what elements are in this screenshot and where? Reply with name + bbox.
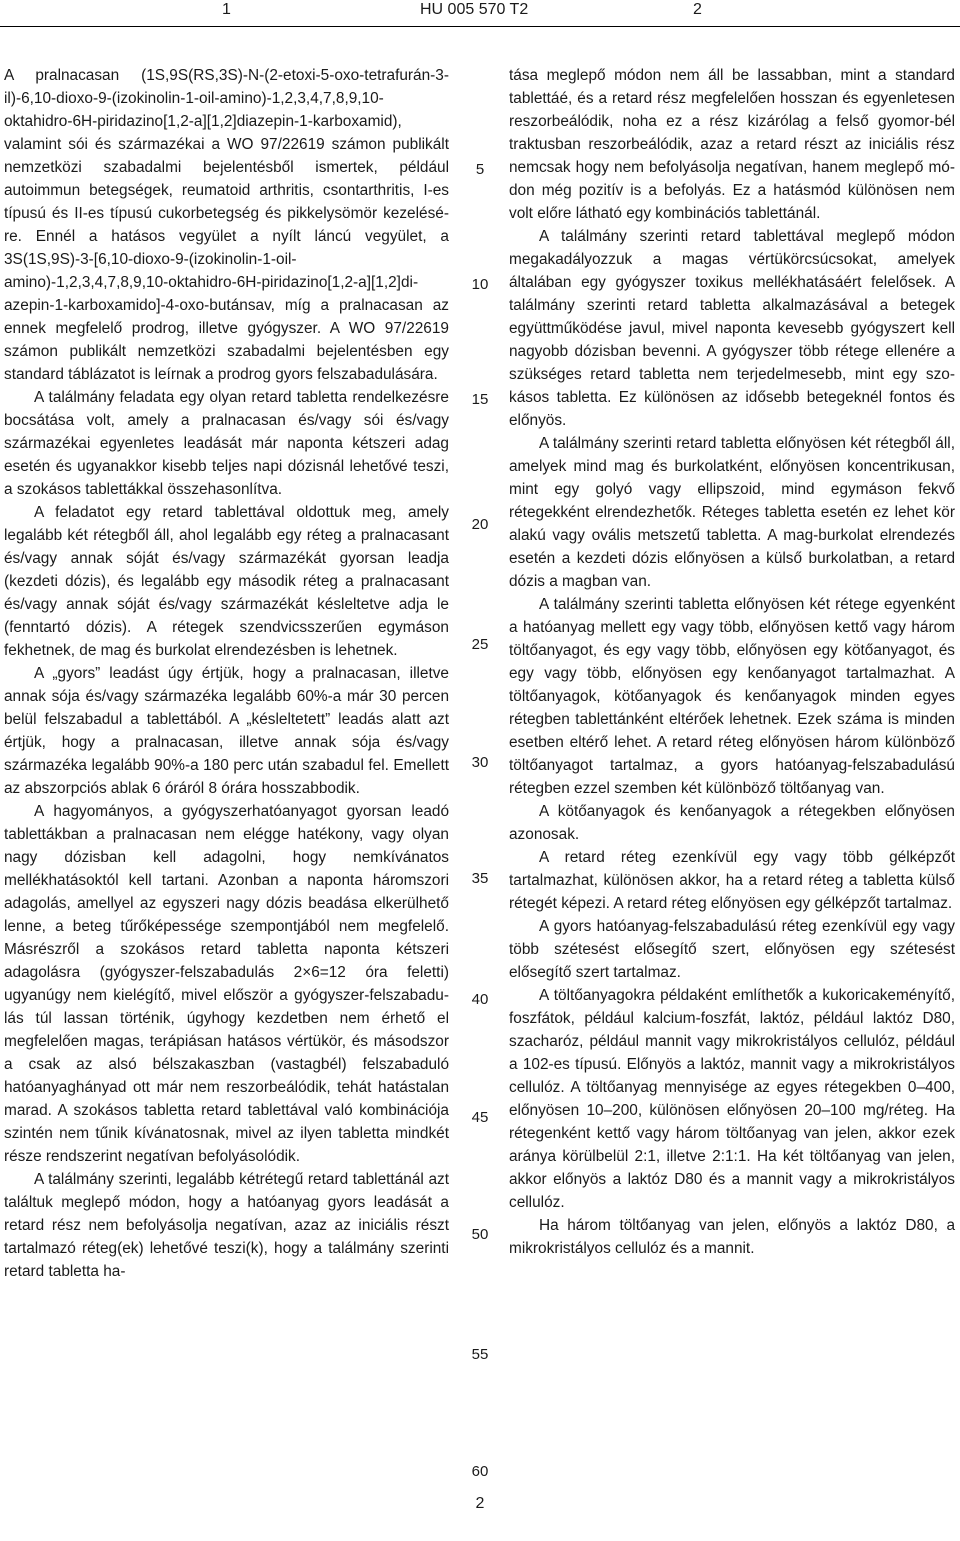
line-number: 40 — [471, 991, 489, 1008]
right-column — [509, 64, 955, 1260]
paragraph: A találmány szerinti tabletta előnyösen két rétege egyenként a hatóanyag mellett egy vagy több, előnyösen kettő vagy három töltőanyagot, és egy vagy több, előnyösen egy kötőanyagot, és egy vagy több, előnyösen egy kenőanyagot tartalmazhat. A töltőanyagok, kötőanyagok és kenőanyagok minden egyes rétegben tablettánként eltérőek lehetnek. Ezek száma is minden esetben eltérő lehet. A retard réteg előnyösen három különböző töltőanyagot tartalmaz, a gyors hatóanyag-felszabadulású rétegben ezzel szemben két különböző töltőanyag van. — [509, 596, 955, 797]
paragraph: A retard réteg ezenkívül egy vagy több gélképzőt tartalmazhat, különösen akkor, ha a retard réteg a tabletta külső rétegét képezi. A retard réteg előnyösen egy gélképzőt tartalmaz. — [509, 849, 955, 912]
left-page-number: 1 — [222, 1, 231, 18]
line-number: 35 — [471, 870, 489, 887]
paragraph: A pralnacasan (1S,9S(RS,3S)-N-(2-etoxi-5-oxo-tetrafurán-3-il)-6,10-dioxo-9-(izokinolin-1-oil-amino)-1,2,3,4,7,8,9,10-oktahidro-6H-piridazino[1,2-a][1,2]diazepin-1-karboxamid), valamint sói és származékai a WO 97/22619 számon publikált nemzetközi szabadalmi bejelentésből ismertek, például autoimmun betegségek, reumatoid arthritis, csontarthritis, I-es típusú és II-es típusú cukorbetegség és pikkelysömör kezelésére. Ennél a hatásos vegyület a nyílt láncú vegyület, a 3S(1S,9S)-3-[6,10-dioxo-9-(izokinolin-1-oil-amino)-1,2,3,4,7,8,9,10-oktahidro-6H-piridazino[1,2-a][1,2]diazepin-1-karboxamido]-4-oxo-butánsav, míg a pralnacasan az ennek megfelelő prodrog, illetve gyógyszer. A WO 97/22619 számon publikált nemzetközi szabadalmi bejelentésben egy standard táblázatot is leírnak a prodrog gyors felszabadulására. — [4, 67, 449, 383]
line-number: 25 — [471, 636, 489, 653]
paragraph: Ha három töltőanyag van jelen, előnyös a laktóz D80, a mikrokristályos cellulóz és a mannit. — [509, 1217, 955, 1257]
paragraph: A töltőanyagokra példaként említhetők a kukoricakeményítő, foszfátok, például kalcium-foszfát, laktóz, például laktóz D80, szacharóz, például mannit vagy mikrokristályos cellulóz, például a 102-es típusú. Előnyös a laktóz, mannit vagy a mikrokristályos cellulóz. A töltőanyag mennyisége az egyes rétegekben 0–400, előnyösen 10–200, különösen előnyösen 20–100 mg/réteg. Ha rétegenként kettő vagy három töltőanyag van jelen, akkor ezek aránya körülbelül 2:1, illetve 2:1:1. Ha két töltőanyag van jelen, akkor előnyös a laktóz D80 és a mannit vagy a mikrokristályos cellulóz. — [509, 987, 955, 1211]
paragraph: A találmány szerinti retard tablettával meglepő módon megakadályozzuk a magas vértükörcsúcsokat, amelyek általában egy gyógyszer toxikus mellékhatásáért felelősek. A találmány szerinti retard tabletta alkalmazásával a betegek együttműködése javul, mivel naponta kevesebb gyógyszert kell nagyobb dózisban bevenni. A gyógyszer több rétege ellenére a szükséges retard tabletta nem terjedelmesebb, mint egy szokásos tabletta. Ez különösen az idősebb betegeknél fontos és előnyös. — [509, 228, 955, 429]
paragraph: A kötőanyagok és kenőanyagok a rétegekben előnyösen azonosak. — [509, 803, 955, 843]
paragraph: A találmány szerinti, legalább kétrétegű retard tablettánál azt találtuk meglepő módon, hogy a hatóanyag gyors leadását a retard rész nem befolyásolja negatívan, azaz az iniciális részt tartalmazó réteg(ek) lehetővé teszi(k), hogy a találmány szerinti retard tabletta ha- — [4, 1171, 449, 1280]
line-number: 15 — [471, 391, 489, 408]
paragraph: tása meglepő módon nem áll be lassabban, mint a standard tablettáé, és a retard rész megfelelően hosszan és egyenletesen reszorbeálódik, noha ez a rész kizárólag a felső gyomor-bél traktusban reszorbeálódik, azaz a retard részt az iniciális rész nemcsak hogy nem befolyásolja negatívan, hanem meglepő módon még pozitív is a befolyás. Ez a hatásmód különösen nem volt előre látható egy kombinációs tablettánál. — [509, 67, 955, 222]
paragraph: A „gyors” leadást úgy értjük, hogy a pralnacasan, illetve annak sója és/vagy származéka legalább 60%-a már 30 percen belül felszabadul a tablettából. A „késleltetett” leadás alatt azt értjük, hogy a pralnacasan, illetve annak sója és/vagy származéka legalább 90%-a 180 perc után szabadul fel. Emellett az abszorpciós ablak 6 óráról 8 órára hosszabbodik. — [4, 665, 449, 797]
paragraph: A gyors hatóanyag-felszabadulású réteg ezenkívül egy vagy több szétesést elősegítő szert, előnyösen egy szétesést elősegítő szert tartalmaz. — [509, 918, 955, 981]
paragraph: A találmány szerinti retard tabletta előnyösen két rétegből áll, amelyek mind mag és burkolatként, előnyösen koncentrikusan, mint egy golyó vagy ellipszoid, mind egymáson fekvő rétegekként elrendezhetők. Réteges tabletta esetén ez lehet kör alakú vagy ovális metszetű tabletta. A mag-burkolat elrendezés esetén a kezdeti dózis előnyösen a külső burkolatban, a retard dózis a magban van. — [509, 435, 955, 590]
line-number: 5 — [475, 161, 485, 178]
line-number: 60 — [471, 1463, 489, 1480]
line-number: 30 — [471, 754, 489, 771]
right-page-number: 2 — [693, 1, 702, 18]
left-column — [4, 64, 449, 1283]
line-number: 10 — [471, 276, 489, 293]
paragraph: A hagyományos, a gyógyszerhatóanyagot gyorsan leadó tablettákban a pralnacasan nem elégge hatékony, vagy olyan nagy dózisban kell adagolni, hogy nemkívánatos mellékhatásoktól kell tartani. Azonban a naponta háromszori adagolás, amellyel az egyszeri nagy dózis beadása elkerülhető lenne, a beteg tűrőképessége szempontjából nem megfelelő. Másrészről a szokásos retard tabletta naponta kétszeri adagolásra (gyógyszer-felszabadulás 2×6=12 óra feletti) ugyanúgy nem kielégítő, mivel először a gyógyszer-felszabadulás túl lassan történik, úgyhogy kezdetben nem érhető el megfelelően magas, terápiásan hatásos vértükör, és másodszor a csak az alsó bélszakaszban (vastagbél) felszabaduló hatóanyaghányad ott már nem reszorbeálódik, tehát hatástalan marad. A szokásos tabletta retard tablettával való kombinációja szintén nem tűnik kívánatosnak, mivel az ilyen tabletta mindkét része rendszerint negatívan befolyásolódik. — [4, 803, 449, 1165]
paragraph: A találmány feladata egy olyan retard tabletta rendelkezésre bocsátása volt, amely a pralnacasan és/vagy sói és/vagy származékai egyenletes leadását már naponta kétszeri adag esetén és ugyanakkor kisebb teljes napi dózisnál lehetővé teszi, a szokásos tablettákkal összehasonlítva. — [4, 389, 449, 498]
document-number: HU 005 570 T2 — [420, 1, 529, 18]
paragraph: A feladatot egy retard tablettával oldottuk meg, amely legalább két rétegből áll, ahol legalább egy réteg a pralnacasant és/vagy annak sóját és/vagy származékát gyorsan leadja (kezdeti dózis), és legalább egy második réteg a pralnacasant és/vagy annak sóját és/vagy származékát késleltetve adja le (fenntartó dózis). A rétegek szendvicsszerűen egymáson fekhetnek, de mag és burkolat elrendezésben is lehetnek. — [4, 504, 449, 659]
line-number: 45 — [471, 1109, 489, 1126]
line-number: 55 — [471, 1346, 489, 1363]
line-number: 50 — [471, 1226, 489, 1243]
footer-page-number: 2 — [475, 1495, 485, 1512]
line-number: 20 — [471, 516, 489, 533]
header-rule — [0, 26, 960, 27]
